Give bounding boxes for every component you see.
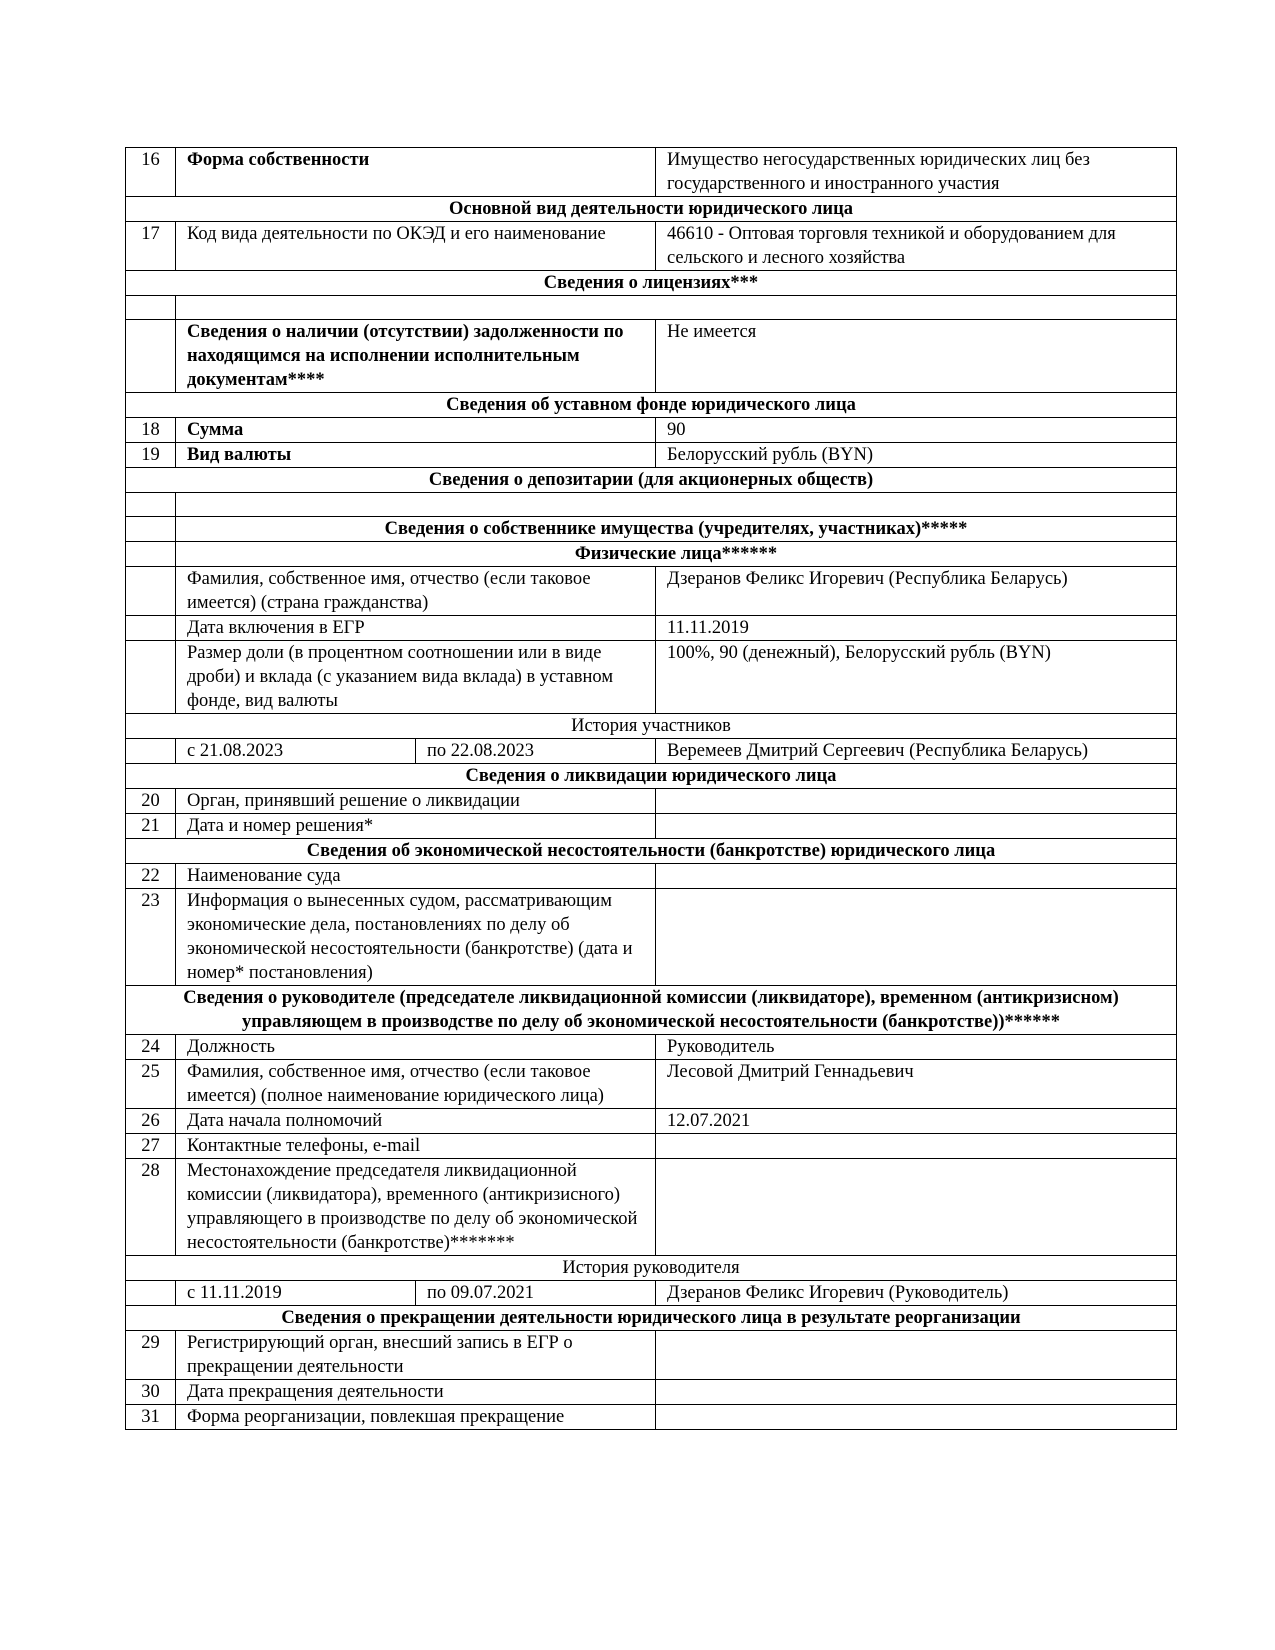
history-value: Веремеев Дмитрий Сергеевич (Республика Беларусь) [656, 739, 1177, 764]
row-value [656, 864, 1177, 889]
row-number: 27 [126, 1134, 176, 1159]
row-label: Дата и номер решения* [176, 814, 656, 839]
row-number [126, 567, 176, 616]
row-value: Руководитель [656, 1035, 1177, 1060]
empty-cell [176, 493, 1177, 517]
table-row [126, 1134, 1177, 1159]
row-label: Наименование суда [176, 864, 656, 889]
row-label: Форма реорганизации, повлекшая прекращение [176, 1405, 656, 1430]
history-from: с 21.08.2023 [176, 739, 416, 764]
row-number [126, 739, 176, 764]
row-label: Фамилия, собственное имя, отчество (если таковое имеется) (полное наименование юридического лица) [176, 1060, 656, 1109]
row-value: Дзеранов Феликс Игоревич (Республика Беларусь) [656, 567, 1177, 616]
section-header [126, 393, 1177, 418]
history-to: по 09.07.2021 [416, 1281, 656, 1306]
row-number [126, 320, 176, 393]
row-value [656, 889, 1177, 986]
row-label: Вид валюты [176, 443, 656, 468]
row-value: Имущество негосударственных юридических лиц без государственного и иностранного участия [656, 148, 1177, 197]
row-number: 30 [126, 1380, 176, 1405]
row-number: 21 [126, 814, 176, 839]
section-header [126, 839, 1177, 864]
section-title: Сведения о лицензиях*** [126, 271, 1177, 296]
section-header [126, 271, 1177, 296]
row-number: 31 [126, 1405, 176, 1430]
row-number: 16 [126, 148, 176, 197]
row-value: 46610 - Оптовая торговля техникой и оборудованием для сельского и лесного хозяйства [656, 222, 1177, 271]
history-row [126, 1281, 1177, 1306]
section-header [126, 1306, 1177, 1331]
row-number [126, 517, 176, 542]
row-label: Код вида деятельности по ОКЭД и его наименование [176, 222, 656, 271]
table-row [126, 1331, 1177, 1380]
table-row [126, 814, 1177, 839]
history-header [126, 714, 1177, 739]
table-row [126, 1380, 1177, 1405]
section-title: Сведения о ликвидации юридического лица [126, 764, 1177, 789]
row-number: 19 [126, 443, 176, 468]
row-value [656, 789, 1177, 814]
section-title: Сведения о прекращении деятельности юридического лица в результате реорганизации [126, 1306, 1177, 1331]
section-title: Сведения о руководителе (председателе ликвидационной комиссии (ликвидаторе), временном (антикризисном) управляющем в производстве по делу об экономической несостоятельности (банкротстве))****** [126, 986, 1177, 1035]
history-header [126, 1256, 1177, 1281]
table-row [126, 789, 1177, 814]
row-value [656, 814, 1177, 839]
row-value [656, 1331, 1177, 1380]
row-label: Регистрирующий орган, внесший запись в ЕГР о прекращении деятельности [176, 1331, 656, 1380]
row-value: 100%, 90 (денежный), Белорусский рубль (BYN) [656, 641, 1177, 714]
empty-row [126, 296, 1177, 320]
empty-cell [176, 296, 1177, 320]
table-row [126, 889, 1177, 986]
row-value: Белорусский рубль (BYN) [656, 443, 1177, 468]
row-number: 17 [126, 222, 176, 271]
row-label: Форма собственности [176, 148, 656, 197]
row-label: Дата включения в ЕГР [176, 616, 656, 641]
section-header [126, 468, 1177, 493]
section-header [126, 986, 1177, 1035]
row-label: Контактные телефоны, e-mail [176, 1134, 656, 1159]
row-number: 29 [126, 1331, 176, 1380]
row-number: 23 [126, 889, 176, 986]
table-row [126, 1035, 1177, 1060]
row-value [656, 1405, 1177, 1430]
table-row [126, 222, 1177, 271]
section-header [126, 197, 1177, 222]
row-label: Информация о вынесенных судом, рассматривающим экономические дела, постановлениях по делу об экономической несостоятельности (банкротстве) (дата и номер* постановления) [176, 889, 656, 986]
history-title: История руководителя [126, 1256, 1177, 1281]
table-row [126, 641, 1177, 714]
table-row [126, 864, 1177, 889]
section-header [126, 764, 1177, 789]
empty-row [126, 493, 1177, 517]
section-title: Сведения о собственнике имущества (учредителях, участниках)***** [176, 517, 1177, 542]
row-label: Сумма [176, 418, 656, 443]
row-label: Должность [176, 1035, 656, 1060]
row-value [656, 1159, 1177, 1256]
row-label: Дата начала полномочий [176, 1109, 656, 1134]
row-label: Сведения о наличии (отсутствии) задолженности по находящимся на исполнении исполнительным документам**** [176, 320, 656, 393]
row-value [656, 1134, 1177, 1159]
row-number: 24 [126, 1035, 176, 1060]
registry-table [125, 147, 1177, 1430]
row-label: Местонахождение председателя ликвидационной комиссии (ликвидатора), временного (антикризисного) управляющего в производстве по делу об экономической несостоятельности (банкротстве)******* [176, 1159, 656, 1256]
registry-extract-page [125, 147, 1176, 1430]
section-header [126, 517, 1177, 542]
row-label: Размер доли (в процентном соотношении или в виде дроби) и вклада (с указанием вида вклада) в уставном фонде, вид валюты [176, 641, 656, 714]
section-title: Физические лица****** [176, 542, 1177, 567]
row-label: Дата прекращения деятельности [176, 1380, 656, 1405]
table-row [126, 320, 1177, 393]
row-number [126, 616, 176, 641]
row-label: Орган, принявший решение о ликвидации [176, 789, 656, 814]
history-from: с 11.11.2019 [176, 1281, 416, 1306]
table-row [126, 1159, 1177, 1256]
history-row [126, 739, 1177, 764]
row-value [656, 1380, 1177, 1405]
row-value: 90 [656, 418, 1177, 443]
section-title: Сведения о депозитарии (для акционерных обществ) [126, 468, 1177, 493]
row-number [126, 641, 176, 714]
section-title: Сведения об уставном фонде юридического лица [126, 393, 1177, 418]
row-number: 26 [126, 1109, 176, 1134]
table-row [126, 1405, 1177, 1430]
section-header [126, 542, 1177, 567]
table-row [126, 148, 1177, 197]
table-row [126, 418, 1177, 443]
section-title: Сведения об экономической несостоятельности (банкротстве) юридического лица [126, 839, 1177, 864]
table-row [126, 616, 1177, 641]
row-number: 22 [126, 864, 176, 889]
row-number [126, 542, 176, 567]
table-row [126, 1109, 1177, 1134]
row-number [126, 493, 176, 517]
row-label: Фамилия, собственное имя, отчество (если таковое имеется) (страна гражданства) [176, 567, 656, 616]
row-value: 11.11.2019 [656, 616, 1177, 641]
history-value: Дзеранов Феликс Игоревич (Руководитель) [656, 1281, 1177, 1306]
history-title: История участников [126, 714, 1177, 739]
row-value: 12.07.2021 [656, 1109, 1177, 1134]
row-number: 20 [126, 789, 176, 814]
row-value: Не имеется [656, 320, 1177, 393]
section-title: Основной вид деятельности юридического лица [126, 197, 1177, 222]
table-row [126, 567, 1177, 616]
row-number [126, 296, 176, 320]
table-row [126, 1060, 1177, 1109]
row-number: 28 [126, 1159, 176, 1256]
table-row [126, 443, 1177, 468]
row-number: 18 [126, 418, 176, 443]
row-value: Лесовой Дмитрий Геннадьевич [656, 1060, 1177, 1109]
row-number: 25 [126, 1060, 176, 1109]
history-to: по 22.08.2023 [416, 739, 656, 764]
row-number [126, 1281, 176, 1306]
